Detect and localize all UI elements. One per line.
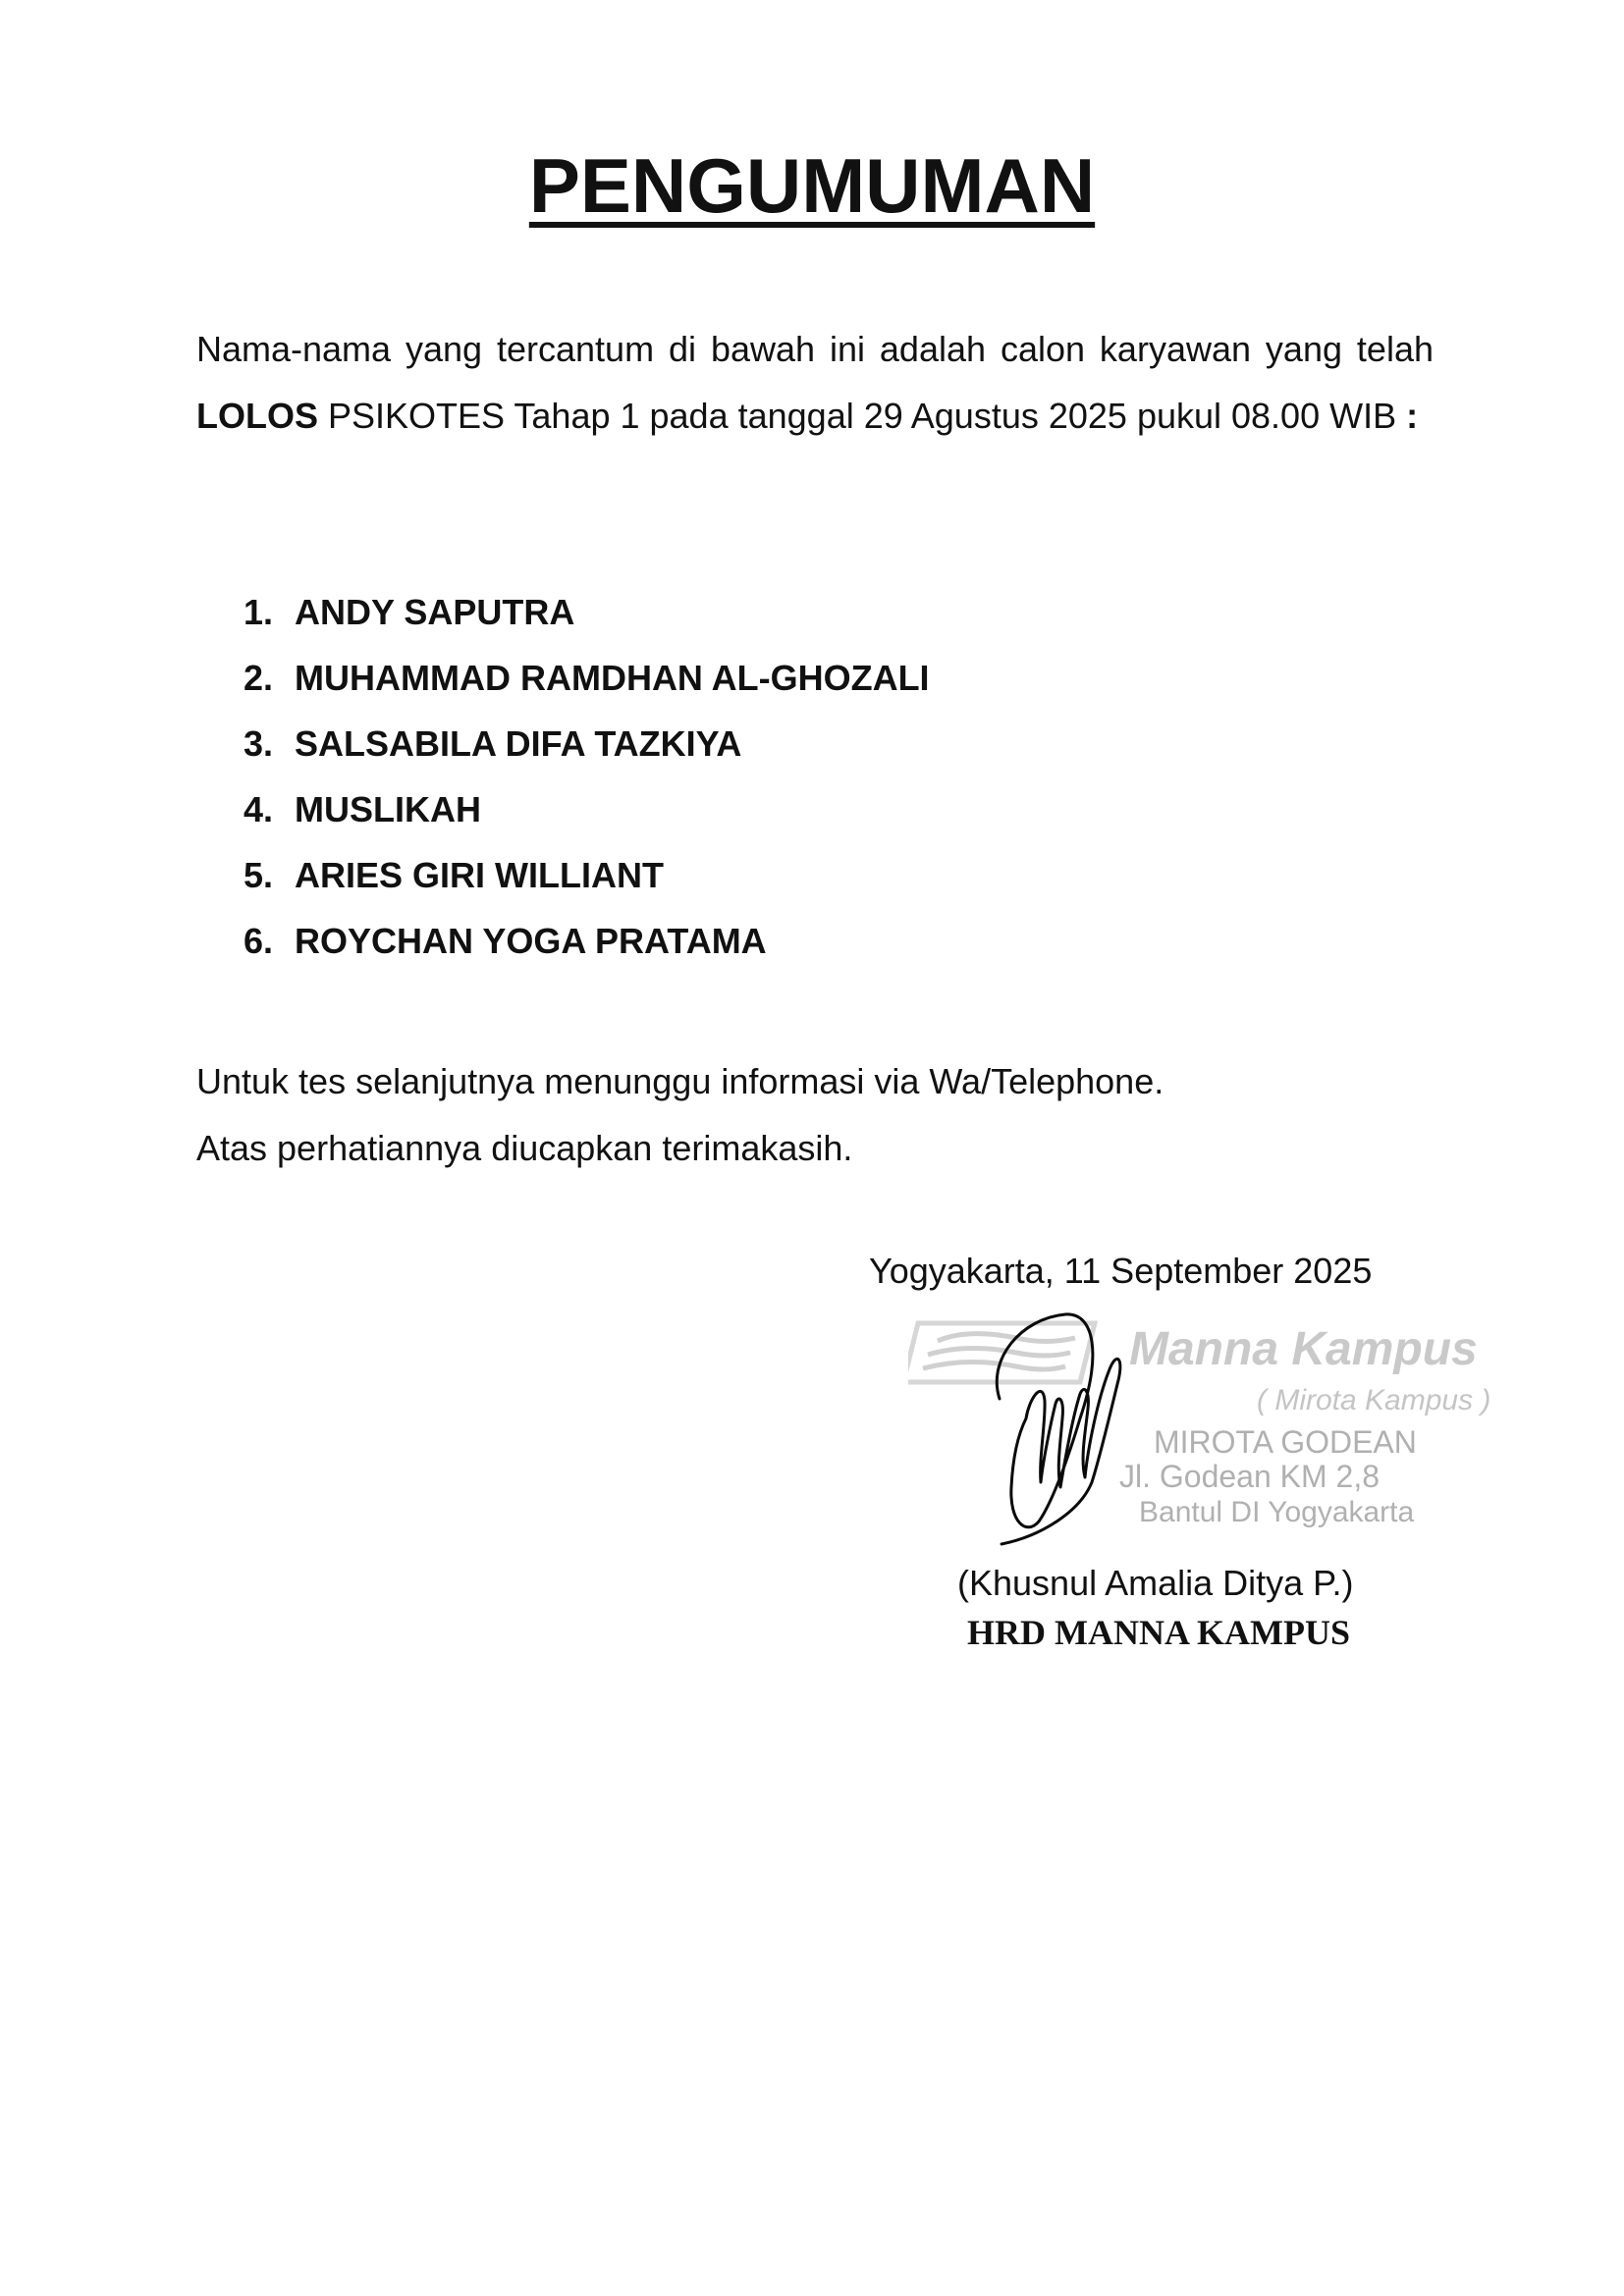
list-item: 5. ARIES GIRI WILLIANT <box>244 855 664 895</box>
closing-text <box>196 1048 1164 1182</box>
stamp-line-1: MIROTA GODEAN <box>1154 1424 1417 1460</box>
intro-paragraph: Nama-nama yang tercantum di bawah ini adalah calon karyawan yang telah LOLOS PSIKOTES Tahap 1 pada tanggal 29 Agustus 2025 pukul 08.00 WIB : <box>196 329 1434 436</box>
closing-line-1: Untuk tes selanjutnya menunggu informasi via Wa/Telephone. <box>196 1061 1164 1101</box>
list-item: 4. MUSLIKAH <box>244 789 481 829</box>
signer-name: (Khusnul Amalia Ditya P.) <box>957 1563 1354 1603</box>
stamp-line-3: Bantul DI Yogyakarta <box>1139 1496 1415 1528</box>
stamp-brand: Manna Kampus <box>1129 1323 1478 1375</box>
list-item: 1. ANDY SAPUTRA <box>244 592 575 632</box>
candidate-list <box>244 579 930 974</box>
list-item: 6. ROYCHAN YOGA PRATAMA <box>244 921 767 961</box>
intro-bold-word: LOLOS <box>196 396 318 436</box>
stamp-line-2: Jl. Godean KM 2,8 <box>1119 1459 1380 1494</box>
signer-role: HRD MANNA KAMPUS <box>967 1613 1350 1652</box>
list-item: 2. MUHAMMAD RAMDHAN AL-GHOZALI <box>244 658 930 698</box>
closing-line-2: Atas perhatiannya diucapkan terimakasih. <box>196 1128 853 1168</box>
stamp-sub: ( Mirota Kampus ) <box>1257 1384 1491 1416</box>
list-item: 3. SALSABILA DIFA TAZKIYA <box>244 723 742 764</box>
signature-icon <box>982 1301 1168 1546</box>
place-date: Yogyakarta, 11 September 2025 <box>869 1251 1373 1291</box>
page-title: PENGUMUMAN <box>528 142 1096 229</box>
